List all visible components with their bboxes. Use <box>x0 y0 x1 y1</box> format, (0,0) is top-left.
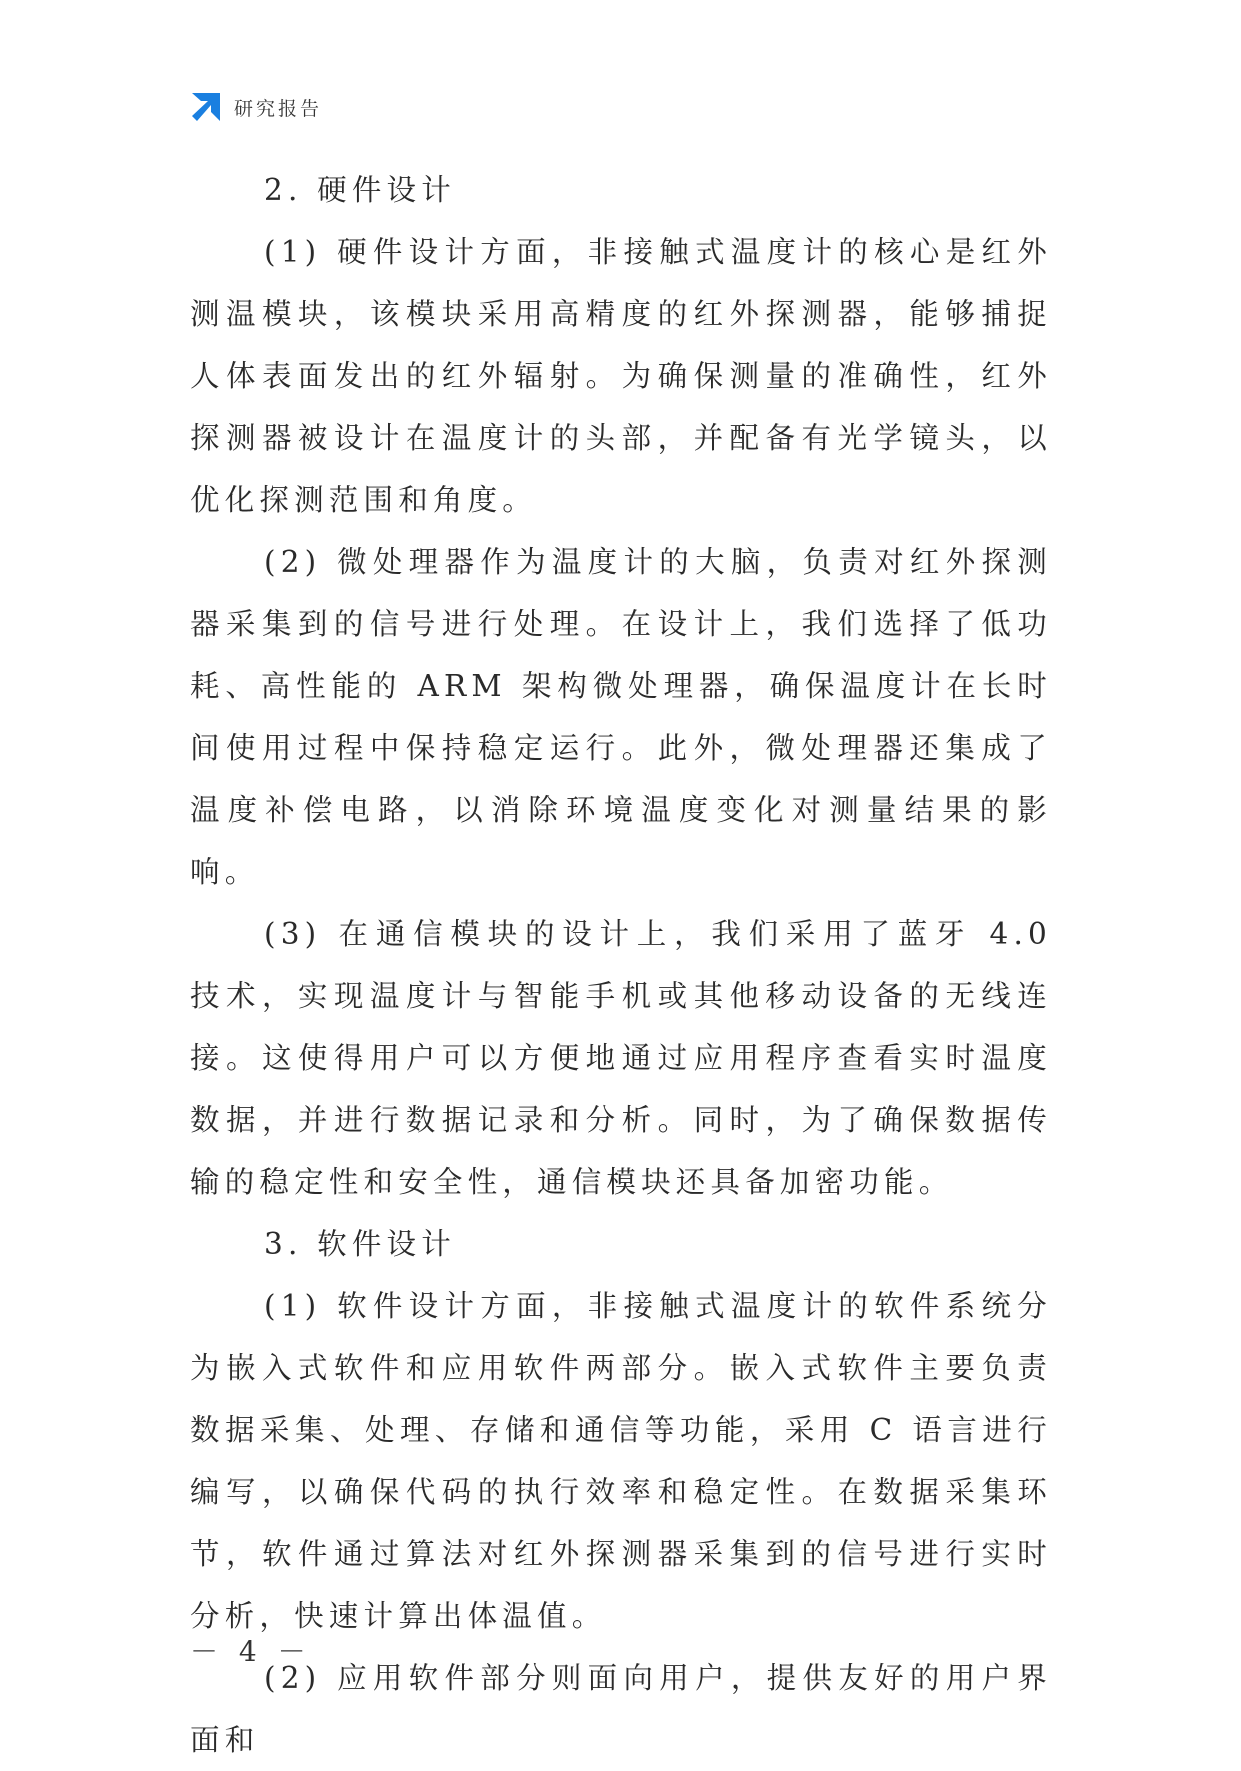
section-heading-software: 3. 软件设计 <box>264 1227 456 1261</box>
paragraph-hardware-1: (1) 硬件设计方面，非接触式温度计的核心是红外测温模块，该模块采用高精度的红外探测器，能够捕捉人体表面发出的红外辐射。为确保测量的准确性，红外探测器被设计在温度计的头部，并配备有光学镜头，以优化探测范围和角度。 <box>190 235 1052 517</box>
header-title: 研究报告 <box>234 97 323 120</box>
paragraph-software-2: (2) 应用软件部分则面向用户，提供友好的用户界面和 <box>190 1661 1052 1757</box>
page-number: － 4 － <box>190 1635 312 1668</box>
section-heading-hardware: 2. 硬件设计 <box>264 173 456 207</box>
paragraph-software-1: (1) 软件设计方面，非接触式温度计的软件系统分为嵌入式软件和应用软件两部分。嵌入式软件主要负责数据采集、处理、存储和通信等功能，采用 C 语言进行编写，以确保代码的执行效率和稳定性。在数据采集环节，软件通过算法对红外探测器采集到的信号进行实时分析，快速计算出体温值。 <box>190 1289 1052 1633</box>
document-body <box>190 159 1052 1771</box>
paragraph-hardware-2: (2) 微处理器作为温度计的大脑，负责对红外探测器采集到的信号进行处理。在设计上，我们选择了低功耗、高性能的 ARM 架构微处理器，确保温度计在长时间使用过程中保持稳定运行。此外，微处理器还集成了温度补偿电路，以消除环境温度变化对测量结果的影响。 <box>190 545 1052 889</box>
page-header <box>190 90 322 124</box>
paragraph-hardware-3: (3) 在通信模块的设计上，我们采用了蓝牙 4.0 技术，实现温度计与智能手机或其他移动设备的无线连接。这使得用户可以方便地通过应用程序查看实时温度数据，并进行数据记录和分析。同时，为了确保数据传输的稳定性和安全性，通信模块还具备加密功能。 <box>190 917 1052 1199</box>
arrow-up-right-icon <box>190 91 222 123</box>
